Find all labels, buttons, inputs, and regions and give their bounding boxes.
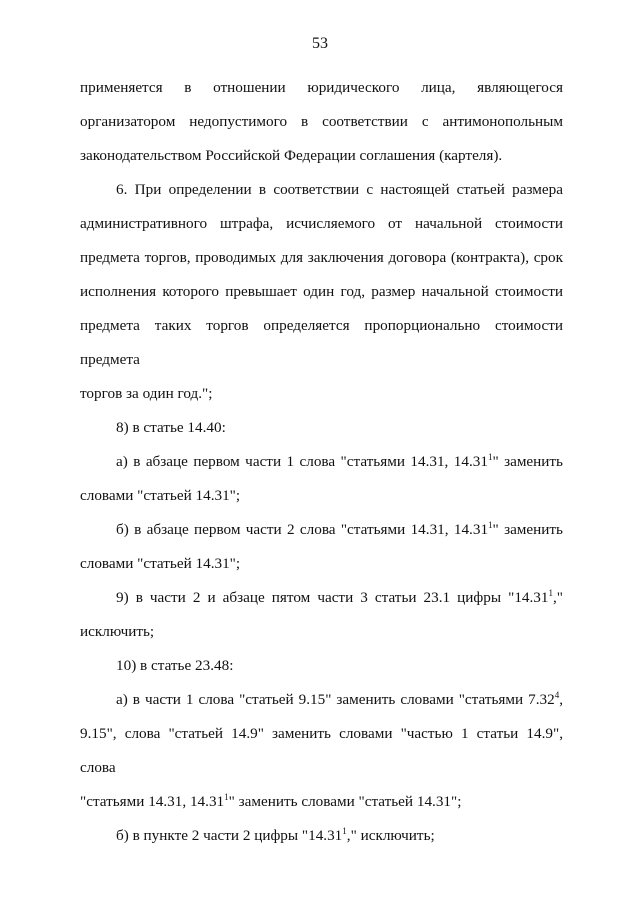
text-line: 6. При определении в соответствии с настоящей статьей размера (116, 181, 563, 198)
text-segment: " заменить (492, 453, 563, 470)
text-line (80, 819, 563, 853)
text-line (80, 581, 563, 615)
text-line: административного штрафа, исчисляемого от начальной стоимости (80, 215, 563, 232)
text-line: торгов за один год."; (80, 385, 213, 402)
text-line (80, 683, 563, 717)
text-line: словами "статьей 14.31"; (80, 487, 241, 504)
superscript: 1 (487, 452, 493, 462)
superscript: 1 (342, 826, 347, 836)
superscript: 1 (488, 520, 493, 530)
text-line (80, 513, 563, 547)
item-10a (80, 683, 563, 819)
text-segment: " заменить словами "статьей 14.31"; (228, 793, 462, 810)
text-line (80, 445, 563, 479)
text-segment: " заменить (492, 521, 563, 538)
item-9 (80, 581, 563, 649)
text-segment: 9) в части 2 и абзаце пятом части 3 статьи 23.1 цифры "14.31 (116, 589, 549, 606)
paragraph-continuation (80, 71, 563, 173)
text-line: словами "статьей 14.31"; (80, 555, 241, 572)
document-body (80, 71, 563, 853)
text-line: предмета торгов, проводимых для заключения договора (контракта), срок (80, 249, 563, 266)
superscript: 1 (224, 792, 229, 802)
text-line: 8) в статье 14.40: (116, 419, 226, 436)
superscript: 1 (548, 588, 553, 598)
text-line (80, 785, 563, 819)
text-line: законодательством Российской Федерации соглашения (картеля). (80, 147, 503, 164)
text-line: исполнения которого превышает один год, размер начальной стоимости (80, 283, 563, 300)
text-line: 9.15", слова "статьей 14.9" заменить словами "частью 1 статьи 14.9", слова (80, 725, 563, 776)
text-segment: ," исключить; (346, 827, 435, 844)
item-8a (80, 445, 563, 513)
text-segment: "статьями 14.31, 14.31 (80, 793, 225, 810)
text-line: применяется в отношении юридического лица, являющегося (80, 79, 563, 96)
text-segment: ," (553, 589, 563, 606)
item-8 (80, 411, 563, 445)
text-segment: а) в абзаце первом части 1 слова "статьями 14.31, 14.31 (116, 453, 488, 470)
text-line: организатором недопустимого в соответствии с антимонопольным (80, 113, 563, 130)
text-segment: а) в части 1 слова "статьей 9.15" заменить словами "статьями 7.32 (116, 691, 555, 708)
item-10b (80, 819, 563, 853)
text-segment: , (559, 691, 563, 708)
page-number: 53 (312, 35, 328, 52)
text-line: 10) в статье 23.48: (116, 657, 234, 674)
item-8b (80, 513, 563, 581)
paragraph-6 (80, 173, 563, 411)
text-segment: б) в абзаце первом части 2 слова "статьями 14.31, 14.31 (116, 521, 489, 538)
text-line: предмета таких торгов определяется пропорционально стоимости предмета (80, 317, 563, 368)
text-line: исключить; (80, 623, 155, 640)
superscript: 4 (554, 690, 560, 700)
item-10 (80, 649, 563, 683)
text-segment: б) в пункте 2 части 2 цифры "14.31 (116, 827, 343, 844)
